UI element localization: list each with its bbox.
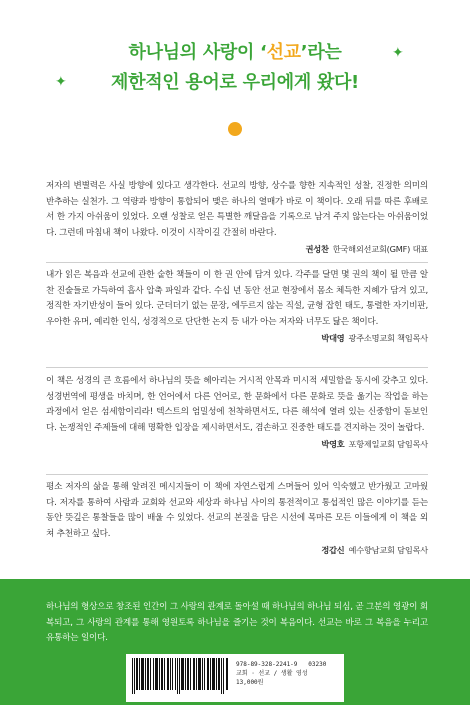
orange-dot-ornament xyxy=(228,122,242,136)
sparkle-icon: ✦ xyxy=(55,74,67,90)
book-price: 13,000원 xyxy=(236,679,264,686)
reviewer-role: 예수향남교회 담임목사 xyxy=(348,545,428,556)
sparkle-icon: ✦ xyxy=(392,45,404,61)
reviewer-name: 박영호 xyxy=(321,439,345,450)
footer-quote: 하나님의 형상으로 창조된 인간이 그 사랑의 관계로 돌아설 때 하나님의 하나님 되심, 곧 그분의 영광이 회복되고, 그 사랑의 관계를 통해 영원토록 하나님을 즐기는 것이 복음이다. 선교는 바로 그 복음을 누리고 유통하는 일이다. xyxy=(46,602,428,644)
review-signature xyxy=(46,437,428,453)
book-category: 교회 · 선교 / 생활 영성 xyxy=(236,670,308,677)
isbn-addon: 03230 xyxy=(308,661,327,668)
review-text: 저자의 변별력은 사실 방향에 있다고 생각한다. 선교의 방향, 상수를 향한 지속적인 성찰, 진정한 의미의 반추하는 실천가. 그 역량과 방향이 통합되어 맺은 하나의 열매가 바로 이 책이다. 오래 뒤를 따른 후배로서 한 가지 아쉬움이 있었다. 오랜 성찰로 얻은 특별한 깨달음을 기록으로 남겨 주지 않는다는 아쉬움이었다. 그런데 마침내 책이 나왔다. 이것이 시작이길 간절히 바란다. xyxy=(46,181,428,238)
barcode-panel xyxy=(126,654,344,702)
headline-highlight: 선교 xyxy=(266,42,301,63)
divider xyxy=(46,262,428,263)
headline-line-2: 제한적인 용어로 우리에게 왔다! xyxy=(111,72,359,93)
review-text: 평소 저자의 삶을 통해 알려진 메시지들이 이 책에 자연스럽게 스며들어 있어 익숙했고 반가웠고 고마웠다. 저자를 통하여 사람과 교회와 선교와 세상과 하나님 사이의 통전적이고 통섭적인 많은 이야기를 듣는 동안 뜻깊은 통찰들을 많이 배울 수 있었다. 선교의 본질을 담은 시선에 목마른 모든 이들에게 이 책을 외쳐 추천하고 싶다. xyxy=(46,482,428,539)
review-signature xyxy=(46,331,428,347)
reviewer-name: 권성찬 xyxy=(305,244,329,255)
reviewer-role: 한국해외선교회(GMF) 대표 xyxy=(332,244,428,255)
barcode-icon xyxy=(132,658,228,694)
reviewer-name: 정갑신 xyxy=(321,545,345,556)
divider xyxy=(46,474,428,475)
isbn-number: 978-89-328-2241-9 xyxy=(236,661,298,668)
review-1 xyxy=(46,179,428,258)
reviewer-role: 광주소명교회 책임목사 xyxy=(348,333,428,344)
isbn-info xyxy=(236,660,340,687)
review-4 xyxy=(46,480,428,559)
review-2 xyxy=(46,268,428,347)
reviewer-name: 박대영 xyxy=(321,333,345,344)
review-3 xyxy=(46,374,428,453)
review-signature xyxy=(46,543,428,559)
divider xyxy=(46,367,428,368)
reviewer-role: 포항제일교회 담임목사 xyxy=(348,439,428,450)
review-text: 내가 읽은 복음과 선교에 관한 숱한 책들이 이 한 권 안에 담겨 있다. 각주를 달면 몇 권의 책이 될 만큼 알찬 진술들로 가득하여 흡사 압축 파일과 같다. 수십 년 동안 선교 현장에서 몸소 체득한 지혜가 담겨 있고, 정직한 자기반성이 들어 있다. 군더더기 없는 문장, 에두르지 않는 직설, 균형 잡힌 태도, 통렬한 자기비판, 우아한 유머, 예리한 인식, 성경적으로 단단한 논지 등 내가 아는 저자와 너무도 닮은 책이다. xyxy=(46,270,428,327)
review-text: 이 책은 성경의 큰 흐름에서 하나님의 뜻을 헤아리는 거시적 안목과 미시적 세밀함을 동시에 갖추고 있다. 성경번역에 평생을 바치며, 한 언어에서 다른 언어로, 한 문화에서 다른 문화로 뜻을 옮기는 작업을 하는 과정에서 얻은 섬세함이리라! 텍스트의 엄밀성에 천착하면서도, 다른 해석에 열려 있는 신중함이 돋보인다. 논쟁적인 주제들에 대해 명확한 입장을 제시하면서도, 겸손하고 진중한 태도를 견지하는 것이 놀랍다. xyxy=(46,376,428,433)
headline-line-1: 하나님의 사랑이 ‘선교’라는 xyxy=(128,42,342,63)
review-signature xyxy=(46,242,428,258)
